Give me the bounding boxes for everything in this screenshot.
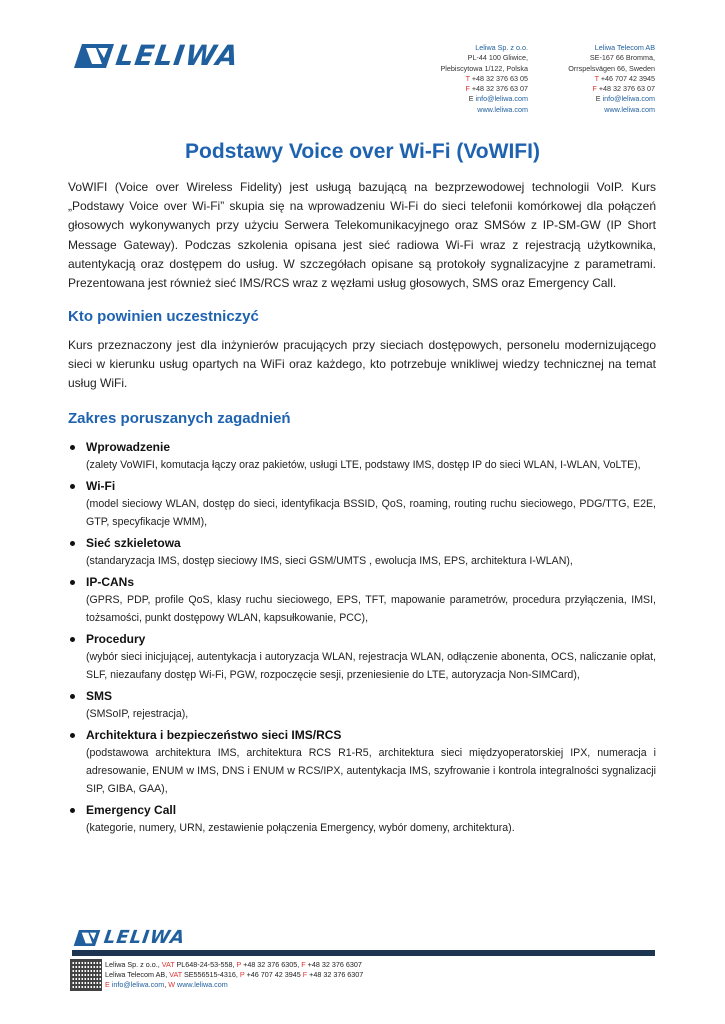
topic-description: (podstawowa architektura IMS, architektura RCS R1-R5, architektura sieci międzyoperatorskiej IPX, numeracja i adresowanie, ENUM w IMS, DNS i ENUM w RCS/IPX, autentykacja IMS, szyfrowanie i kontrola integralności sygnalizacji SIP, GIBA, GAA), bbox=[86, 747, 656, 795]
web-label: W bbox=[168, 980, 176, 990]
company-name: Leliwa Telecom AB bbox=[594, 43, 655, 52]
topic-description: (kategorie, numery, URN, zestawienie połączenia Emergency, wybór domeny, architektura). bbox=[86, 822, 515, 834]
topics-heading: Zakres poruszanych zagadnień bbox=[68, 410, 291, 427]
footer-logo bbox=[72, 927, 187, 948]
vat-label: VAT bbox=[169, 970, 182, 980]
phone-line bbox=[540, 74, 655, 84]
phone-number: +48 32 376 63 05 bbox=[471, 73, 528, 83]
address-block-sweden bbox=[540, 43, 655, 115]
phone-label: T bbox=[594, 73, 599, 83]
footer-line-sweden bbox=[105, 970, 363, 980]
company-name: Leliwa Sp. z o.o. bbox=[475, 43, 528, 52]
topic-description: (model sieciowy WLAN, dostęp do sieci, identyfikacja BSSID, QoS, roaming, routing ruchu sieciowego, PDG/TTG, E2E, GTP, specyfikacje WMM), bbox=[86, 498, 656, 528]
phone-label: P bbox=[236, 960, 242, 969]
company-logo bbox=[74, 39, 242, 72]
vat-number: SE556515-4316, bbox=[181, 970, 240, 980]
topic-title: Wi-Fi bbox=[86, 479, 116, 493]
intro-paragraph: VoWIFI (Voice over Wireless Fidelity) jest usługą bazującą na bezprzewodowej technologii VoIP. Kurs „Podstawy Voice over Wi-Fi” skupia się na wprowadzeniu Wi-Fi do sieci telefonii komórkowej dla połączeń głosowych wykonywanych przy użyciu Serwera Telekomunikacyjnego oraz SMSów z IP-SM-GW (IP Short Message Gateway). Podczas szkolenia opisana jest sieć radiowa Wi-Fi wraz z rejestracją użytkownika, autentykacją oraz dostępem do usług. W szczegółach opisane są protokoły sygnalizacyjne z parametrami. Prezentowana jest również sieć IMS/RCS wraz z węzłami usług głosowych, SMS oraz Emergency Call. bbox=[68, 180, 656, 291]
address-line: SE-167 66 Bromma, bbox=[589, 53, 655, 63]
list-item bbox=[68, 630, 656, 684]
fax-number: +48 32 376 6307 bbox=[305, 960, 362, 969]
address-line: Orrspelsvägen 66, Sweden bbox=[568, 63, 655, 73]
logo-wordmark: LELIWA bbox=[113, 39, 242, 72]
fax-label: F bbox=[465, 84, 470, 94]
phone-number: +46 707 42 3945 bbox=[600, 73, 655, 83]
topic-description: (standaryzacja IMS, dostęp sieciowy IMS, sieci GSM/UMTS , ewolucja IMS, EPS, architektura I-WLAN), bbox=[86, 555, 573, 567]
audience-heading: Kto powinien uczestniczyć bbox=[68, 308, 259, 325]
footer-divider-bar bbox=[72, 950, 655, 956]
phone-number: +48 32 376 6305, bbox=[241, 960, 302, 969]
list-item bbox=[68, 438, 656, 474]
qr-code-icon bbox=[70, 959, 102, 991]
phone-line bbox=[400, 74, 528, 84]
topic-description: (SMSoIP, rejestracja), bbox=[86, 708, 189, 720]
email-label: E bbox=[105, 980, 110, 990]
email-label: E bbox=[468, 94, 474, 104]
fax-label: F bbox=[302, 970, 308, 980]
website-link[interactable]: www.leliwa.com bbox=[175, 980, 228, 990]
website-link[interactable]: www.leliwa.com bbox=[604, 104, 655, 114]
fax-label: F bbox=[301, 960, 306, 969]
vat-number: PL648-24-53-558, bbox=[174, 960, 237, 969]
document-title: Podstawy Voice over Wi-Fi (VoWIFI) bbox=[185, 140, 540, 163]
topic-title: Wprowadzenie bbox=[86, 440, 171, 454]
footer-line-web bbox=[105, 980, 363, 990]
email-link[interactable]: info@leliwa.com bbox=[475, 94, 528, 104]
separator: , bbox=[164, 980, 169, 990]
fax-line bbox=[540, 84, 655, 94]
phone-label: T bbox=[465, 73, 470, 83]
website-link[interactable]: www.leliwa.com bbox=[477, 104, 528, 114]
email-label: E bbox=[595, 94, 601, 104]
fax-number: +48 32 376 6307 bbox=[307, 970, 364, 980]
footer-line-poland bbox=[105, 960, 363, 970]
topic-title: SMS bbox=[86, 689, 113, 703]
topic-title: Architektura i bezpieczeństwo sieci IMS/RCS bbox=[86, 728, 342, 742]
leliwa-logo-icon bbox=[72, 930, 102, 946]
topic-title: Procedury bbox=[86, 632, 146, 646]
phone-number: +46 707 42 3945 bbox=[244, 970, 303, 980]
topic-description: (wybór sieci inicjującej, autentykacja i autoryzacja WLAN, rejestracja WLAN, odłączenie abonenta, OCS, naliczanie opłat, SLF, niezaufany dostęp Wi-Fi, PGW, rozpoczęcie sesji, przeniesienie do LTE, autoryzacja Non-SIMCard), bbox=[86, 651, 656, 681]
address-line: PL-44 100 Gliwice, bbox=[467, 53, 528, 63]
email-link[interactable]: info@leliwa.com bbox=[109, 980, 165, 990]
topic-title: IP-CANs bbox=[86, 575, 135, 589]
list-item bbox=[68, 573, 656, 627]
list-item bbox=[68, 477, 656, 531]
topic-description: (GPRS, PDP, profile QoS, klasy ruchu sieciowego, EPS, TFT, mapowanie parametrów, procedura przyłączenia, IMSI, tożsamości, punkt dostępowy WLAN, kapsułkowanie, PCC), bbox=[86, 594, 656, 624]
email-line bbox=[400, 94, 528, 104]
fax-number: +48 32 376 63 07 bbox=[598, 84, 655, 94]
logo-wordmark: LELIWA bbox=[102, 927, 187, 948]
phone-label: P bbox=[239, 970, 245, 980]
address-block-poland bbox=[400, 43, 528, 115]
vat-label: VAT bbox=[161, 960, 175, 969]
email-line bbox=[540, 94, 655, 104]
fax-label: F bbox=[592, 84, 597, 94]
leliwa-logo-icon bbox=[74, 44, 114, 68]
list-item bbox=[68, 534, 656, 570]
footer-company: Leliwa Telecom AB, bbox=[105, 970, 170, 980]
fax-number: +48 32 376 63 07 bbox=[471, 84, 528, 94]
footer-company: Leliwa Sp. z o.o., bbox=[105, 960, 162, 969]
list-item bbox=[68, 687, 656, 723]
list-item bbox=[68, 801, 656, 837]
fax-line bbox=[400, 84, 528, 94]
topic-description: (zalety VoWIFI, komutacja łączy oraz pakietów, usługi LTE, podstawy IMS, dostęp IP do sieci WLAN, I-WLAN, VoLTE), bbox=[86, 459, 641, 471]
topic-title: Sieć szkieletowa bbox=[86, 536, 181, 550]
email-link[interactable]: info@leliwa.com bbox=[602, 94, 655, 104]
footer-contact bbox=[105, 960, 363, 991]
topic-title: Emergency Call bbox=[86, 803, 177, 817]
topics-list bbox=[68, 438, 656, 840]
audience-paragraph: Kurs przeznaczony jest dla inżynierów pracujących przy sieciach dostępowych, personelu modernizującego sieci w kierunku usług opartych na WiFi oraz każdego, kto potrzebuje wnikliwej wiedzy technicznej na temat usług WiFi. bbox=[68, 338, 656, 391]
address-line: Plebiscytowa 1/122, Polska bbox=[440, 63, 528, 73]
list-item bbox=[68, 726, 656, 798]
